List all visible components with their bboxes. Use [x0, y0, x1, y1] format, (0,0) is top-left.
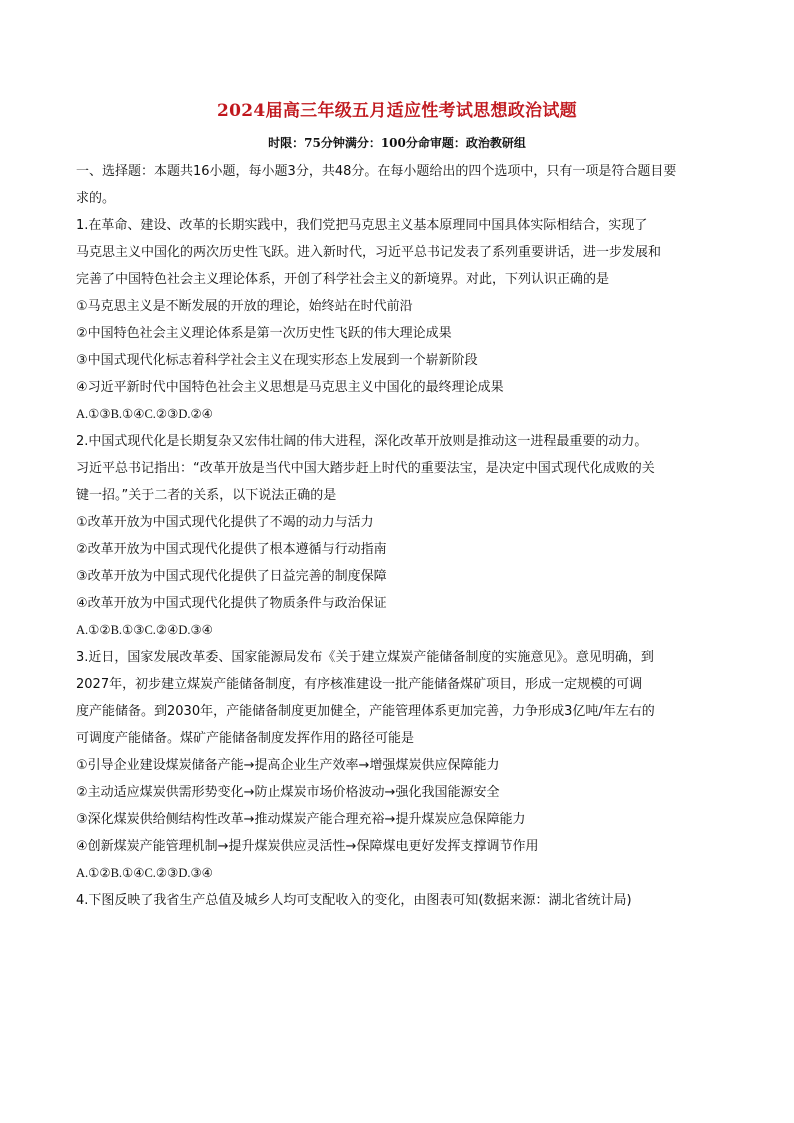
answer-options: A.①③B.①④C.②③D.②④	[76, 407, 213, 421]
statement-item: ④习近平新时代中国特色社会主义思想是马克思主义中国化的最终理论成果	[76, 380, 504, 395]
question-stem-line: 马克思主义中国化的两次历史性飞跃。进入新时代，习近平总书记发表了系列重要讲话，进一步发展和	[76, 245, 662, 260]
exam-content	[76, 158, 716, 914]
statement-item: ③深化煤炭供给侧结构性改革→推动煤炭产能合理充裕→提升煤炭应急保障能力	[76, 812, 526, 827]
question-stem-line: 1.在革命、建设、改革的长期实践中，我们党把马克思主义基本原理同中国具体实际相结合，实现了	[76, 218, 648, 233]
question-stem-line: 2027年，初步建立煤炭产能储备制度，有序核准建设一批产能储备煤矿项目，形成一定规模的可调	[76, 677, 643, 692]
answer-options: A.①②B.①④C.②③D.③④	[76, 866, 213, 880]
statement-item: ④创新煤炭产能管理机制→提升煤炭供应灵活性→保障煤电更好发挥支撑调节作用	[76, 839, 539, 854]
question-stem-line: 习近平总书记指出：“改革开放是当代中国大踏步赶上时代的重要法宝，是决定中国式现代化成败的关	[76, 461, 655, 476]
question-3	[76, 644, 716, 887]
exam-meta: 时限：75分钟满分：100分命审题：政治教研组	[268, 136, 526, 150]
instruction-line: 求的。	[76, 191, 116, 206]
question-stem-line: 2.中国式现代化是长期复杂又宏伟壮阔的伟大进程，深化改革开放则是推动这一进程最重要的动力。	[76, 434, 648, 449]
section-instructions	[76, 158, 716, 212]
question-1	[76, 212, 716, 428]
question-stem-line: 度产能储备。到2030年，产能储备制度更加健全，产能管理体系更加完善，力争形成3亿吨/年左右的	[76, 704, 655, 719]
question-stem-line: 完善了中国特色社会主义理论体系，开创了科学社会主义的新境界。对此，下列认识正确的是	[76, 272, 610, 287]
statement-item: ①改革开放为中国式现代化提供了不竭的动力与活力	[76, 515, 374, 530]
page-title: 2024届高三年级五月适应性考试思想政治试题	[217, 101, 577, 121]
question-stem-line: 键一招。”关于二者的关系，以下说法正确的是	[76, 488, 337, 503]
statement-item: ①引导企业建设煤炭储备产能→提高企业生产效率→增强煤炭供应保障能力	[76, 758, 500, 773]
statement-item: ①马克思主义是不断发展的开放的理论，始终站在时代前沿	[76, 299, 413, 314]
statement-item: ②改革开放为中国式现代化提供了根本遵循与行动指南	[76, 542, 387, 557]
answer-options: A.①②B.①③C.②④D.③④	[76, 623, 213, 637]
statement-item: ③中国式现代化标志着科学社会主义在现实形态上发展到一个崭新阶段	[76, 353, 478, 368]
instruction-line: 一、选择题：本题共16小题，每小题3分，共48分。在每小题给出的四个选项中，只有一项是符合题目要	[76, 164, 677, 179]
question-stem-line: 可调度产能储备。煤矿产能储备制度发挥作用的路径可能是	[76, 731, 415, 746]
question-2	[76, 428, 716, 644]
statement-item: ③改革开放为中国式现代化提供了日益完善的制度保障	[76, 569, 387, 584]
question-stem-line: 3.近日，国家发展改革委、国家能源局发布《关于建立煤炭产能储备制度的实施意见》。意见明确，到	[76, 650, 654, 665]
statement-item: ②主动适应煤炭供需形势变化→防止煤炭市场价格波动→强化我国能源安全	[76, 785, 500, 800]
question-4	[76, 887, 716, 914]
statement-item: ④改革开放为中国式现代化提供了物质条件与政治保证	[76, 596, 387, 611]
question-stem-line: 4.下图反映了我省生产总值及城乡人均可支配收入的变化，由图表可知(数据来源：湖北省统计局)	[76, 893, 632, 908]
statement-item: ②中国特色社会主义理论体系是第一次历史性飞跃的伟大理论成果	[76, 326, 452, 341]
